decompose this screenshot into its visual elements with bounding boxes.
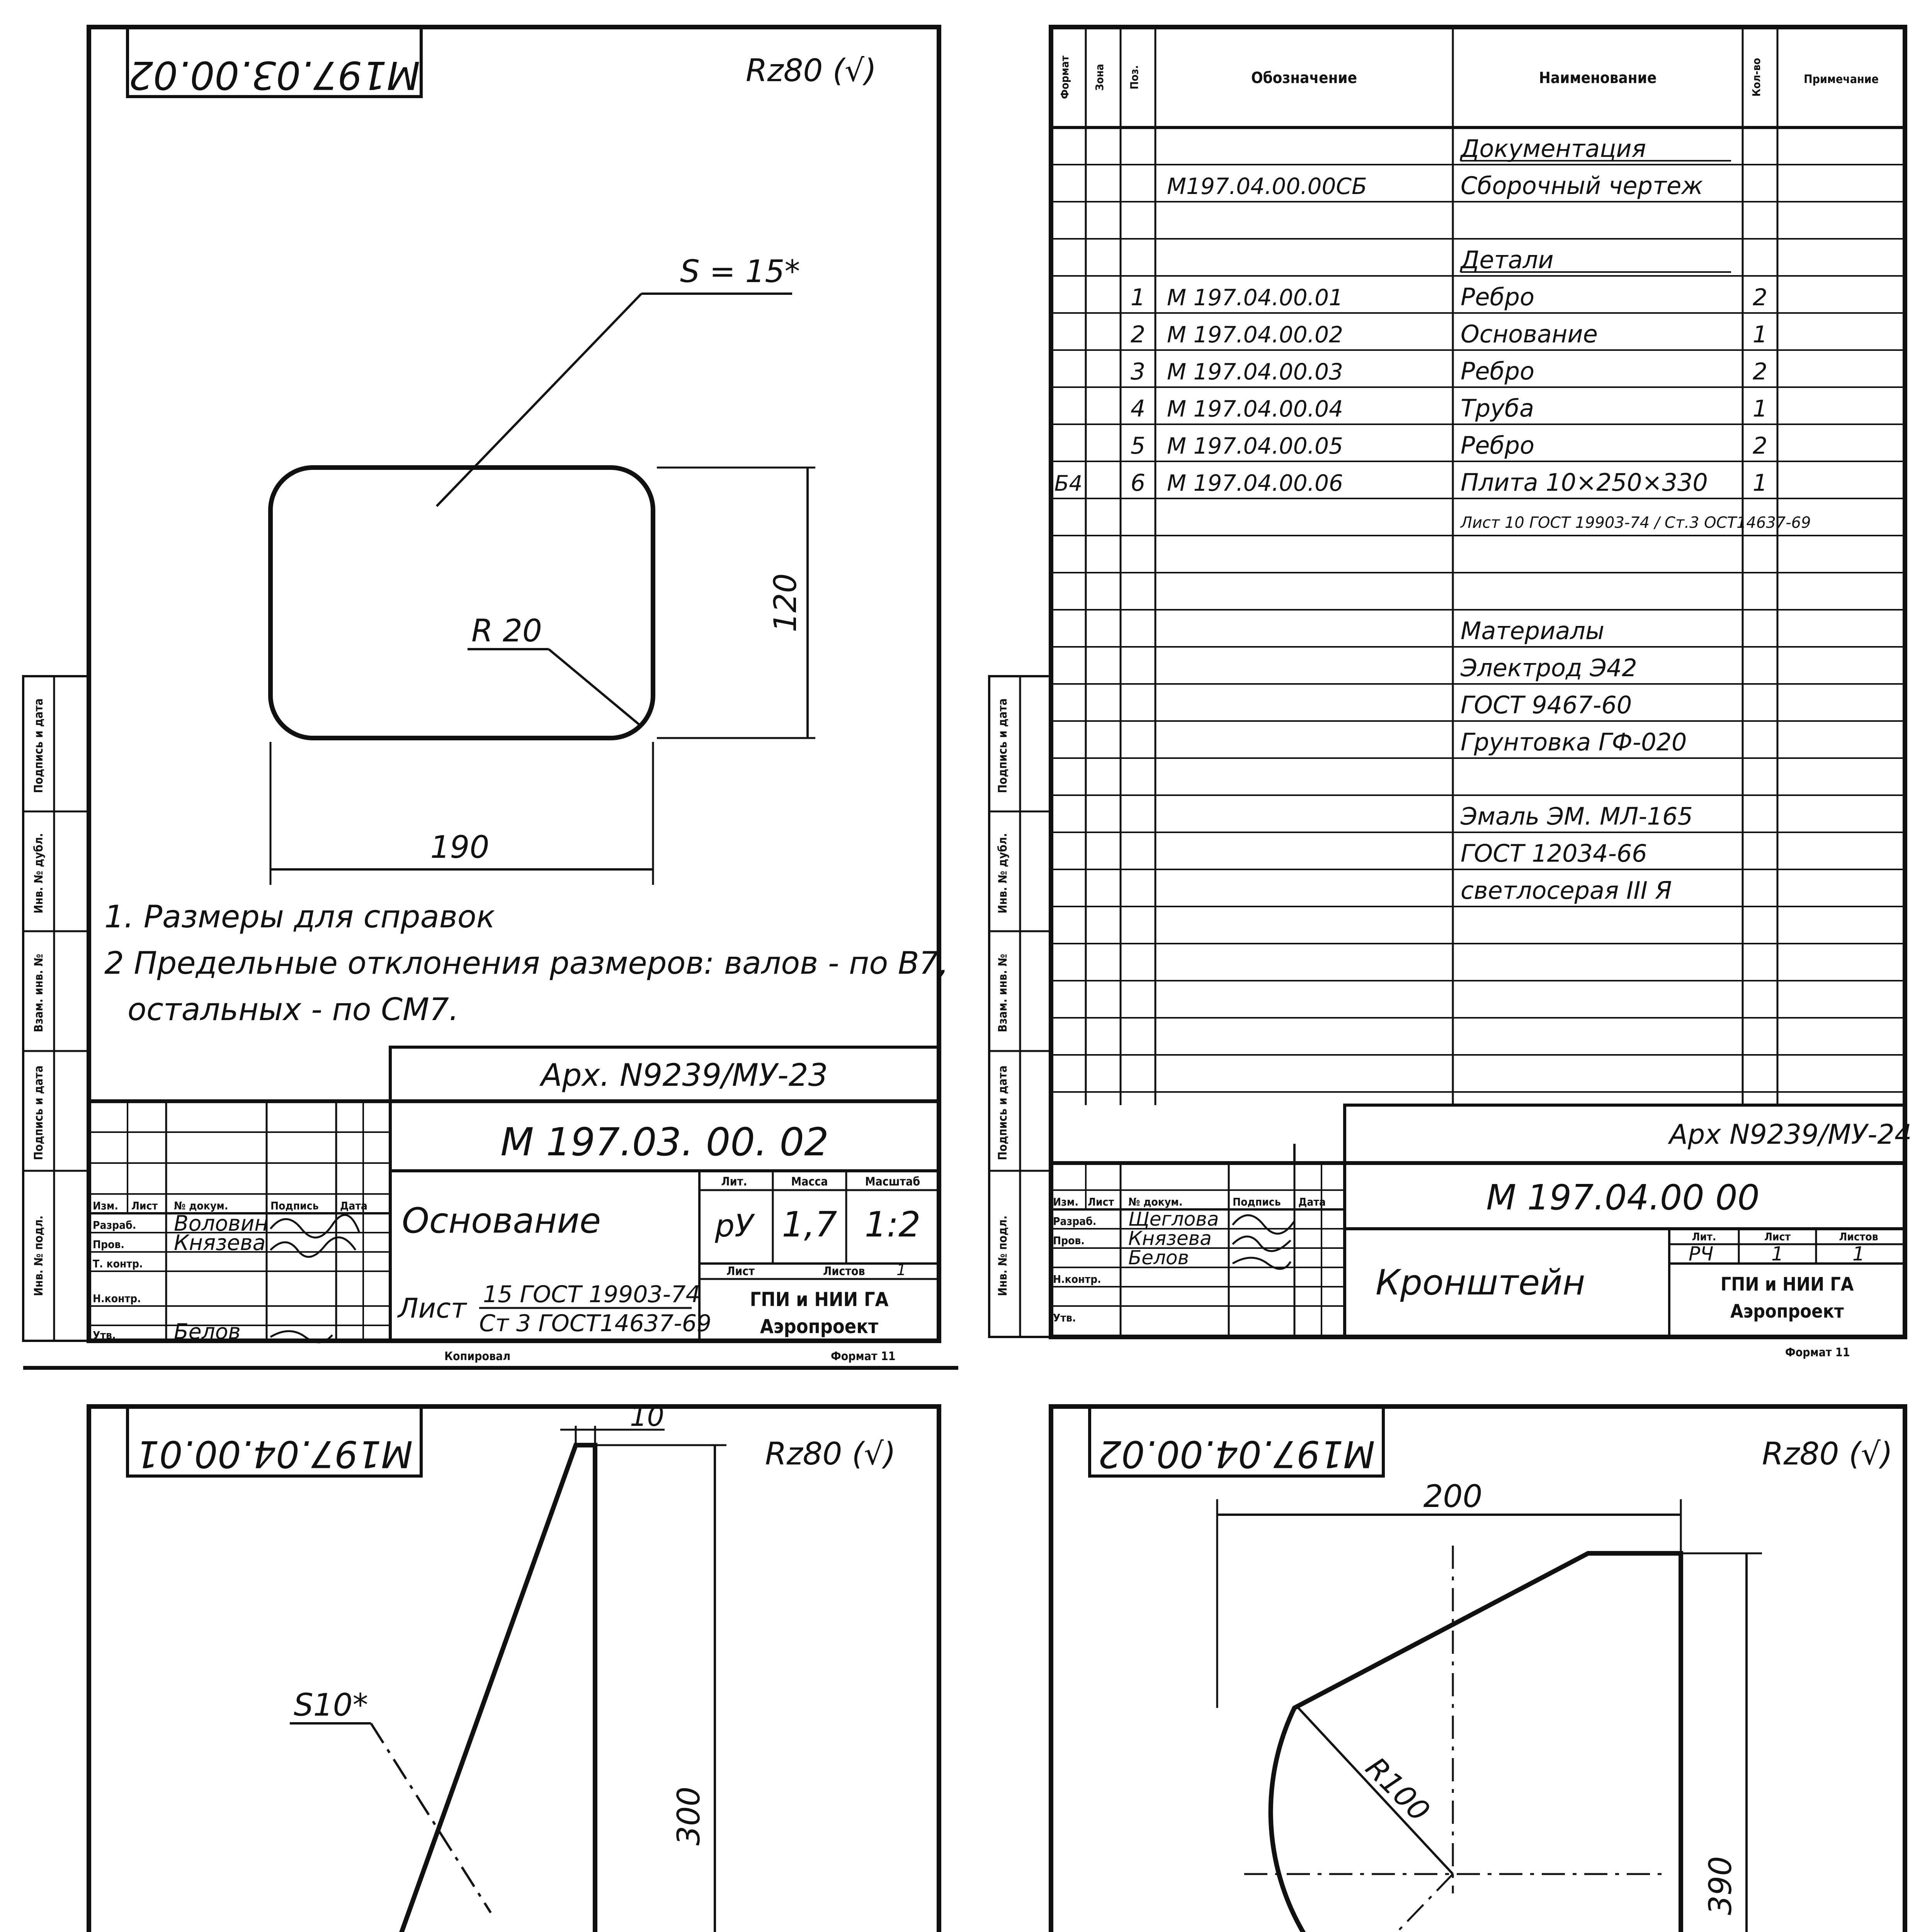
org-subname: Аэропроект <box>760 1315 878 1338</box>
spec-cell-name: Детали <box>1461 246 1554 274</box>
side-label: Инв. № подл. <box>996 1215 1010 1296</box>
spec-cell-qty: 2 <box>1752 358 1768 385</box>
corner-stamp: M197.04.00.02 <box>1098 1432 1375 1475</box>
dim-top: 200 <box>1423 1478 1483 1514</box>
spec-cell-pos: 6 <box>1130 469 1146 497</box>
spec-cell-name: Сборочный чертеж <box>1461 172 1703 200</box>
spec-cell-qty: 2 <box>1752 432 1768 459</box>
dim-height: 390 <box>1702 1856 1738 1915</box>
org-name: ГПИ и НИИ ГА <box>750 1288 889 1311</box>
spec-cell-name: Документация <box>1461 134 1646 163</box>
dim-thickness: S10* <box>294 1687 368 1723</box>
side-label: Взам. инв. № <box>32 954 46 1032</box>
roughness-mark: Rz80 (√) <box>746 53 877 88</box>
spec-cell-qty: 1 <box>1752 469 1768 497</box>
sheet-count: 1 <box>896 1261 906 1279</box>
note-2: 2 Предельные отклонения размеров: валов - по В7, <box>104 945 949 981</box>
spec-cell-code: М 197.04.00.05 <box>1167 433 1343 459</box>
spec-cell-name: Материалы <box>1461 617 1604 645</box>
label-sheets: Листов <box>823 1265 865 1278</box>
label-ndoc: № докум. <box>174 1199 228 1212</box>
org-subname: Аэропроект <box>1730 1301 1844 1322</box>
side-label: Подпись и дата <box>996 1065 1010 1160</box>
spec-header-pos: Поз. <box>1128 65 1141 90</box>
spec-cell-pos: 4 <box>1130 395 1146 422</box>
material-top: 15 ГОСТ 19903-74 <box>483 1281 701 1308</box>
footer-format: Формат 11 <box>1785 1346 1850 1359</box>
dim-top: 10 <box>630 1401 665 1432</box>
spec-header-qty: Кол-во <box>1750 58 1763 97</box>
part-title: Основание <box>402 1201 601 1241</box>
spec-cell-name: Основание <box>1461 320 1598 348</box>
material-bottom: Ст 3 ГОСТ14637-69 <box>479 1310 712 1337</box>
side-label: Взам. инв. № <box>996 954 1010 1032</box>
spec-cell-name: светлосерая III Я <box>1461 876 1672 905</box>
label-izm: Изм. <box>1053 1196 1078 1208</box>
archive-number: Арх N9239/МУ-24 <box>1669 1119 1912 1150</box>
note-3: остальных - по СМ7. <box>128 992 459 1027</box>
signature-utv: Белов <box>1128 1247 1189 1269</box>
footer-format: Формат 11 <box>831 1350 896 1363</box>
label-utv: Утв. <box>1053 1311 1076 1324</box>
spec-cell-name: Эмаль ЭМ. МЛ-165 <box>1461 802 1693 830</box>
label-sheets: Листов <box>1839 1230 1878 1243</box>
label-lit: Лит. <box>721 1175 747 1189</box>
spec-cell-code: М 197.04.00.04 <box>1167 396 1343 422</box>
spec-header-note: Примечание <box>1804 73 1879 86</box>
spec-cell-qty: 2 <box>1752 284 1768 311</box>
label-sheet: Лист <box>726 1265 755 1278</box>
side-label: Подпись и дата <box>32 1065 46 1160</box>
spec-cell-name: Грунтовка ГФ-020 <box>1461 728 1687 756</box>
label-izm: Изм. <box>93 1199 118 1212</box>
side-label: Подпись и дата <box>996 698 1010 793</box>
material-prefix: Лист <box>398 1293 467 1324</box>
sheet-3-frame <box>89 1406 939 1932</box>
spec-cell-pos: 1 <box>1130 284 1146 311</box>
side-label: Инв. № подл. <box>32 1215 46 1296</box>
sheet-value: 1 <box>1771 1243 1784 1265</box>
label-prov: Пров. <box>93 1238 124 1251</box>
spec-header-name: Наименование <box>1539 69 1657 87</box>
signature-razrab: Воловин <box>174 1211 269 1236</box>
archive-number: Арх. N9239/МУ-23 <box>541 1057 828 1093</box>
signature-utv: Белов <box>174 1319 241 1344</box>
dim-height: 300 <box>671 1786 707 1846</box>
corner-stamp: M197.03.00.02 <box>128 53 420 98</box>
drawing-code: М 197.03. 00. 02 <box>500 1119 829 1165</box>
label-lit: Лит. <box>1692 1230 1716 1243</box>
spec-cell-name: Плита 10×250×330 <box>1461 468 1708 497</box>
spec-cell-name: Электрод Э42 <box>1461 654 1637 682</box>
label-sheet: Лист <box>1764 1230 1791 1243</box>
signature-razrab: Щеглова <box>1128 1208 1219 1230</box>
dim-radius: R100 <box>1359 1750 1437 1828</box>
spec-cell-code: М 197.04.00.01 <box>1167 284 1343 311</box>
lit-value: рУ <box>715 1208 753 1244</box>
sheet-m197-04-00-02 <box>989 1406 1913 1932</box>
spec-cell-qty: 1 <box>1752 395 1768 422</box>
roughness-mark: Rz80 (√) <box>765 1436 896 1472</box>
spec-cell-code: М 197.04.00.03 <box>1167 359 1343 385</box>
sheet-1-frame <box>23 27 958 1368</box>
label-list: Лист <box>131 1199 158 1212</box>
label-nkontr: Н.контр. <box>93 1292 141 1305</box>
drawing-code: М 197.04.00 00 <box>1486 1177 1760 1218</box>
scale-value: 1:2 <box>864 1204 921 1245</box>
label-scale: Масштаб <box>865 1175 920 1189</box>
sheet-m197-03-00-02 <box>23 27 949 1363</box>
dim-radius: R 20 <box>471 613 542 649</box>
dim-width: 190 <box>430 829 490 865</box>
part-outline <box>328 1445 595 1932</box>
label-prov: Пров. <box>1053 1234 1085 1247</box>
spec-cell-pos: 2 <box>1130 321 1146 348</box>
spec-cell-name: ГОСТ 12034-66 <box>1461 839 1647 867</box>
spec-cell-code: М 197.04.00.06 <box>1167 470 1343 496</box>
signature-prov: Князева <box>174 1230 266 1255</box>
spec-cell-code: М 197.04.00.02 <box>1167 321 1343 348</box>
spec-cell-name: Лист 10 ГОСТ 19903-74 / Ст.3 ОСТ14637-69 <box>1461 514 1811 532</box>
label-tkontr: Т. контр. <box>93 1257 143 1270</box>
spec-header-format: Формат <box>1058 55 1071 99</box>
spec-cell-pos: 5 <box>1130 432 1146 459</box>
side-label: Инв. № дубл. <box>996 833 1010 914</box>
label-list: Лист <box>1088 1196 1114 1208</box>
label-podp: Подпись <box>270 1199 319 1212</box>
corner-stamp: M197.04.00.01 <box>136 1432 413 1475</box>
spec-cell-name: Ребро <box>1461 357 1535 385</box>
org-name: ГПИ и НИИ ГА <box>1720 1274 1854 1295</box>
spec-header-zone: Зона <box>1093 64 1106 91</box>
spec-cell-format: Б4 <box>1054 471 1083 496</box>
sheet-count: 1 <box>1852 1243 1865 1265</box>
spec-header-code: Обозначение <box>1251 69 1357 87</box>
spec-cell-name: ГОСТ 9467-60 <box>1461 691 1632 719</box>
label-data: Дата <box>1298 1196 1326 1208</box>
label-podp: Подпись <box>1233 1196 1281 1208</box>
part-title: Кронштейн <box>1376 1262 1585 1303</box>
lit-value: РЧ <box>1689 1243 1714 1265</box>
handwritten-signature <box>270 1215 359 1342</box>
side-label: Инв. № дубл. <box>32 833 46 914</box>
spec-cell-code: М197.04.00.00СБ <box>1167 173 1367 199</box>
label-utv: Утв. <box>93 1329 116 1342</box>
signature-prov: Князева <box>1128 1227 1212 1250</box>
note-1: 1. Размеры для справок <box>104 899 495 935</box>
mass-value: 1,7 <box>782 1204 837 1245</box>
label-razrab: Разраб. <box>1053 1215 1097 1228</box>
footer-copied: Копировал <box>444 1350 511 1363</box>
label-mass: Масса <box>791 1175 828 1189</box>
spec-cell-qty: 1 <box>1752 321 1768 348</box>
handwritten-signature <box>1233 1215 1294 1269</box>
spec-cell-pos: 3 <box>1130 358 1146 385</box>
part-outline <box>270 468 653 738</box>
label-ndoc: № докум. <box>1128 1196 1183 1208</box>
sheet-m197-04-00-00 <box>989 27 1912 1359</box>
dim-thickness: S = 15* <box>680 253 800 289</box>
spec-cell-name: Ребро <box>1461 283 1535 311</box>
label-data: Дата <box>340 1199 368 1212</box>
label-razrab: Разраб. <box>93 1219 136 1231</box>
sheet-m197-04-00-01 <box>23 1401 939 1932</box>
spec-cell-name: Ребро <box>1461 431 1535 459</box>
spec-cell-name: Труба <box>1461 394 1534 422</box>
roughness-mark: Rz80 (√) <box>1762 1436 1893 1472</box>
dim-height: 120 <box>767 573 803 633</box>
label-nkontr: Н.контр. <box>1053 1273 1101 1286</box>
side-label: Подпись и дата <box>32 698 46 793</box>
